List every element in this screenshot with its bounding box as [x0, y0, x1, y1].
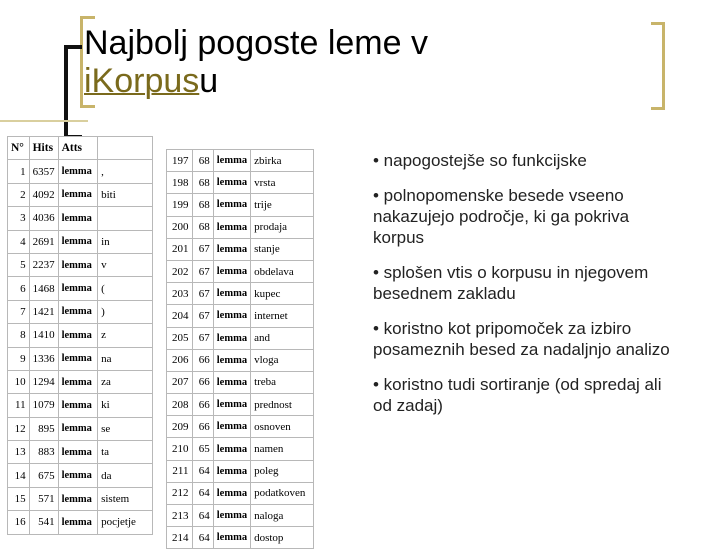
hits-cell: 67 — [192, 260, 213, 282]
atts-cell: lemma — [213, 394, 250, 416]
rank-cell: 16 — [8, 511, 30, 534]
rank-cell: 10 — [8, 370, 30, 393]
table-row — [8, 464, 153, 487]
title-text: Najbolj pogoste leme v — [84, 24, 428, 62]
lemma-cell[interactable]: da — [98, 464, 153, 487]
atts-cell: lemma — [58, 417, 97, 440]
rank-cell: 15 — [8, 487, 30, 510]
rank-cell: 208 — [167, 394, 193, 416]
lemma-cell[interactable]: trije — [251, 194, 314, 216]
lemma-cell[interactable]: obdelava — [251, 260, 314, 282]
lemma-cell[interactable]: prednost — [251, 394, 314, 416]
hits-cell: 64 — [192, 460, 213, 482]
hits-cell: 68 — [192, 172, 213, 194]
atts-cell: lemma — [58, 370, 97, 393]
lemma-cell[interactable]: kupec — [251, 283, 314, 305]
lemma-cell[interactable]: vrsta — [251, 172, 314, 194]
hits-cell: 68 — [192, 216, 213, 238]
atts-cell: lemma — [213, 327, 250, 349]
table-body — [167, 150, 314, 549]
rank-cell: 198 — [167, 172, 193, 194]
title-suffix: u — [199, 62, 219, 100]
atts-cell: lemma — [58, 277, 97, 300]
table-row — [8, 511, 153, 534]
frequency-table-ranks-197-214 — [166, 149, 314, 549]
table-row — [8, 347, 153, 370]
hits-cell: 66 — [192, 416, 213, 438]
atts-cell: lemma — [213, 305, 250, 327]
table-row — [167, 349, 314, 371]
table-row — [167, 505, 314, 527]
hits-cell: 675 — [29, 464, 58, 487]
hits-cell: 1468 — [29, 277, 58, 300]
atts-cell: lemma — [58, 394, 97, 417]
hits-cell: 6357 — [29, 160, 58, 183]
column-header-atts: Atts — [58, 137, 97, 160]
lemma-cell[interactable]: ( — [98, 277, 153, 300]
rank-cell: 202 — [167, 260, 193, 282]
atts-cell: lemma — [213, 216, 250, 238]
atts-cell: lemma — [58, 511, 97, 534]
slide-title — [84, 24, 564, 100]
table-row — [8, 160, 153, 183]
lemma-cell[interactable]: ) — [98, 300, 153, 323]
decorative-bracket-left-black — [64, 45, 82, 139]
table-row — [8, 324, 153, 347]
lemma-cell[interactable]: podatkoven — [251, 482, 314, 504]
table-row — [8, 417, 153, 440]
hits-cell: 66 — [192, 349, 213, 371]
atts-cell: lemma — [58, 253, 97, 276]
lemma-cell[interactable]: se — [98, 417, 153, 440]
table-row — [8, 183, 153, 206]
table-row — [167, 260, 314, 282]
hits-cell: 1410 — [29, 324, 58, 347]
lemma-cell[interactable]: ki — [98, 394, 153, 417]
table-row — [167, 371, 314, 393]
hits-cell: 1336 — [29, 347, 58, 370]
hits-cell: 66 — [192, 371, 213, 393]
hits-cell: 2691 — [29, 230, 58, 253]
table-row — [167, 460, 314, 482]
bullet-item: • polnopomenske besede vseeno nakazujejo področje, ki ga pokriva korpus — [373, 186, 630, 247]
lemma-cell[interactable]: dostop — [251, 527, 314, 549]
atts-cell: lemma — [58, 160, 97, 183]
lemma-cell[interactable]: namen — [251, 438, 314, 460]
atts-cell: lemma — [213, 438, 250, 460]
rank-cell: 214 — [167, 527, 193, 549]
lemma-cell[interactable]: ta — [98, 441, 153, 464]
rank-cell: 13 — [8, 441, 30, 464]
column-header-rank: N° — [8, 137, 30, 160]
hits-cell: 1079 — [29, 394, 58, 417]
lemma-cell[interactable]: , — [98, 160, 153, 183]
table-row — [8, 230, 153, 253]
table-body — [8, 160, 153, 534]
lemma-cell[interactable]: internet — [251, 305, 314, 327]
atts-cell: lemma — [213, 172, 250, 194]
hits-cell: 1421 — [29, 300, 58, 323]
lemma-cell[interactable]: in — [98, 230, 153, 253]
bullet-list — [373, 150, 673, 430]
atts-cell: lemma — [58, 230, 97, 253]
lemma-cell[interactable]: pocjetje — [98, 511, 153, 534]
hits-cell: 895 — [29, 417, 58, 440]
title-link-ikorpus[interactable]: iKorpus — [84, 62, 200, 100]
rank-cell: 205 — [167, 327, 193, 349]
lemma-cell[interactable]: v — [98, 253, 153, 276]
hits-cell: 66 — [192, 394, 213, 416]
lemma-cell[interactable]: osnoven — [251, 416, 314, 438]
table-row — [167, 305, 314, 327]
hits-cell: 68 — [192, 150, 213, 172]
hits-cell: 67 — [192, 283, 213, 305]
hits-cell: 571 — [29, 487, 58, 510]
table-row — [167, 194, 314, 216]
table-row — [8, 487, 153, 510]
rank-cell: 9 — [8, 347, 30, 370]
atts-cell: lemma — [58, 300, 97, 323]
lemma-cell[interactable]: prodaja — [251, 216, 314, 238]
table-header-row — [8, 137, 153, 160]
rank-cell: 2 — [8, 183, 30, 206]
table-row — [167, 394, 314, 416]
atts-cell: lemma — [213, 371, 250, 393]
atts-cell: lemma — [213, 460, 250, 482]
rank-cell: 206 — [167, 349, 193, 371]
rank-cell: 210 — [167, 438, 193, 460]
table-row — [167, 416, 314, 438]
atts-cell: lemma — [213, 416, 250, 438]
table-row — [167, 438, 314, 460]
rank-cell: 209 — [167, 416, 193, 438]
table-row — [167, 482, 314, 504]
atts-cell: lemma — [213, 527, 250, 549]
atts-cell: lemma — [213, 482, 250, 504]
lemma-cell[interactable]: and — [251, 327, 314, 349]
hits-cell: 4092 — [29, 183, 58, 206]
atts-cell: lemma — [213, 283, 250, 305]
table-row — [8, 370, 153, 393]
rank-cell: 4 — [8, 230, 30, 253]
hits-cell: 64 — [192, 482, 213, 504]
rank-cell: 3 — [8, 207, 30, 230]
column-header-lemma — [98, 137, 153, 160]
lemma-cell[interactable]: na — [98, 347, 153, 370]
frequency-table-top — [7, 136, 153, 535]
rank-cell: 211 — [167, 460, 193, 482]
rank-cell: 207 — [167, 371, 193, 393]
hits-cell: 65 — [192, 438, 213, 460]
hits-cell: 541 — [29, 511, 58, 534]
atts-cell: lemma — [58, 183, 97, 206]
rank-cell: 5 — [8, 253, 30, 276]
rank-cell: 12 — [8, 417, 30, 440]
table-row — [8, 441, 153, 464]
atts-cell: lemma — [213, 150, 250, 172]
hits-cell: 67 — [192, 327, 213, 349]
atts-cell: lemma — [58, 207, 97, 230]
table-row — [8, 300, 153, 323]
bullet-item: • splošen vtis o korpusu in njegovem besednem zakladu — [373, 263, 649, 303]
table-row — [167, 327, 314, 349]
table-row — [8, 253, 153, 276]
hits-cell: 2237 — [29, 253, 58, 276]
table-row — [167, 216, 314, 238]
hits-cell: 64 — [192, 527, 213, 549]
table-row — [167, 238, 314, 260]
rank-cell: 199 — [167, 194, 193, 216]
bullet-item: • napogostejše so funkcijske — [373, 151, 587, 170]
rank-cell: 1 — [8, 160, 30, 183]
lemma-cell[interactable]: poleg — [251, 460, 314, 482]
decorative-bracket-right-gold — [651, 22, 665, 110]
bullet-item: • koristno kot pripomoček za izbiro posameznih besed za nadaljnjo analizo — [373, 319, 670, 359]
hits-cell: 67 — [192, 238, 213, 260]
hits-cell: 64 — [192, 505, 213, 527]
lemma-cell[interactable]: stanje — [251, 238, 314, 260]
atts-cell: lemma — [58, 441, 97, 464]
bullet-item: • koristno tudi sortiranje (od spredaj ali od zadaj) — [373, 375, 662, 415]
lemma-cell[interactable]: z — [98, 324, 153, 347]
lemma-cell[interactable]: vloga — [251, 349, 314, 371]
table-row — [8, 277, 153, 300]
lemma-cell[interactable]: sistem — [98, 487, 153, 510]
hits-cell: 67 — [192, 305, 213, 327]
lemma-cell[interactable]: treba — [251, 371, 314, 393]
rank-cell: 6 — [8, 277, 30, 300]
rank-cell: 197 — [167, 150, 193, 172]
atts-cell: lemma — [58, 324, 97, 347]
lemma-cell[interactable]: naloga — [251, 505, 314, 527]
hits-cell: 1294 — [29, 370, 58, 393]
column-header-hits: Hits — [29, 137, 58, 160]
atts-cell: lemma — [58, 347, 97, 370]
rank-cell: 213 — [167, 505, 193, 527]
rank-cell: 7 — [8, 300, 30, 323]
atts-cell: lemma — [213, 238, 250, 260]
table-row — [167, 283, 314, 305]
lemma-cell[interactable]: biti — [98, 183, 153, 206]
rank-cell: 11 — [8, 394, 30, 417]
rank-cell: 8 — [8, 324, 30, 347]
hits-cell: 883 — [29, 441, 58, 464]
atts-cell: lemma — [58, 464, 97, 487]
atts-cell: lemma — [213, 194, 250, 216]
table-row — [167, 172, 314, 194]
lemma-cell[interactable]: zbirka — [251, 150, 314, 172]
hits-cell: 4036 — [29, 207, 58, 230]
decorative-divider-line — [0, 120, 88, 122]
atts-cell: lemma — [213, 505, 250, 527]
table-row — [8, 394, 153, 417]
table-row — [167, 150, 314, 172]
rank-cell: 200 — [167, 216, 193, 238]
lemma-cell[interactable] — [98, 207, 153, 230]
atts-cell: lemma — [58, 487, 97, 510]
rank-cell: 203 — [167, 283, 193, 305]
table-row — [8, 207, 153, 230]
lemma-cell[interactable]: za — [98, 370, 153, 393]
hits-cell: 68 — [192, 194, 213, 216]
rank-cell: 212 — [167, 482, 193, 504]
table-row — [167, 527, 314, 549]
rank-cell: 14 — [8, 464, 30, 487]
rank-cell: 201 — [167, 238, 193, 260]
rank-cell: 204 — [167, 305, 193, 327]
atts-cell: lemma — [213, 260, 250, 282]
atts-cell: lemma — [213, 349, 250, 371]
